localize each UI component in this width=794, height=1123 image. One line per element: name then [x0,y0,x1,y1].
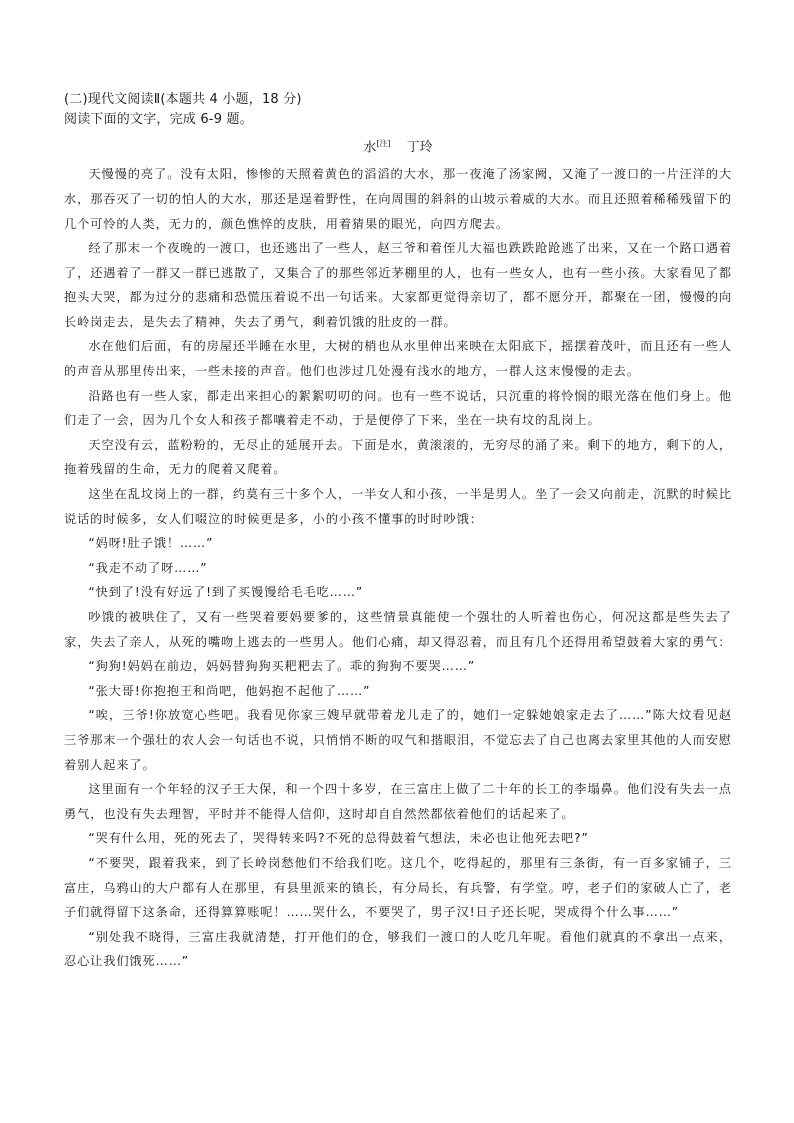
paragraph: 天慢慢的亮了。没有太阳，惨惨的天照着黄色的滔滔的大水，那一夜淹了汤家阙，又淹了一渡口的一片汪洋的大水，那吞灭了一切的怕人的大水，那还是逞着野性，在向周围的斜斜的山坡示着威的大水。而且还照着稀稀残留下的几个可怜的人类，无力的，颜色憔悴的皮肤，用着猜果的眼光，向四方爬去。 [64,167,732,231]
dialogue-line: “不要哭，跟着我来，到了长岭岗愁他们不给我们吃。这几个，吃得起的，那里有三条街，有一百多家铺子，三富庄，乌鸦山的大户都有人在那里，有县里派来的镇长，有分局长，有兵警，有学堂。哼，老子们的家破人亡了，老子们就得留下这条命，还得算算账呢！……哭什么，不要哭了，男子汉!日子还长呢，哭成得个什么事……” [64,855,732,920]
dialogue-line: “狗狗!妈妈在前边，妈妈替狗狗买粑粑去了。乖的狗狗不要哭……” [88,659,476,674]
article-title-row [64,132,732,160]
paragraph: 吵饿的被哄住了，又有一些哭着要妈要爹的，这些情景真能使一个强壮的人听着也伤心，何况这都是些失去了家，失去了亲人，从死的嘴吻上逃去的一些男人。他们心痛，却又得忍着，而且有几个还得用希望鼓着大家的勇气： [64,610,732,649]
paragraph: 这坐在乱坟岗上的一群，约莫有三十多个人，一半女人和小孩，一半是男人。坐了一会又向前走，沉默的时候比说话的时候多，女人们啜泣的时候更是多，小的小孩不懂事的时时吵饿： [64,487,732,526]
dialogue-line: “快到了!没有好远了!到了买馒馒给毛毛吃……” [88,585,364,600]
paragraph: “唉，三爷!你放宽心些吧。我看见你家三嫂早就带着龙儿走了的，她们一定躲她娘家走去了……”陈大炆看见赵三爷那末一个强壮的农人会一句话也不说，只悄悄不断的叹气和揩眼泪，不觉忘去了自己也离去家里其他的人而安慰着别人起来了。 [64,708,732,772]
document-page [64,90,732,974]
paragraph: 经了那末一个夜晚的一渡口，也还逃出了一些人，赵三爷和着侄儿大福也跌跌跄跄逃了出来，又在一个路口遇着了，还遇着了一群又一群已逃散了，又集合了的那些邻近茅棚里的人，也有一些女人，也有一些小孩。大家看见了都抱头大哭，都为过分的悲痛和恐慌压着说不出一句话来。大家都更觉得亲切了，都不愿分开，都聚在一团，慢慢的向长岭岗走去，是失去了精神，失去了勇气，剩着饥饿的肚皮的一群。 [64,241,732,329]
footnote-mark: [注] [376,139,391,148]
article-title: 水 [363,140,377,156]
paragraph: 这里面有一个年轻的汉子王大保，和一个四十多岁，在三富庄上做了二十年的长工的李塌鼻。他们没有失去一点勇气，也没有失去理智，平时并不能得人信仰，这时却自自然然都依着他们的话起来了。 [64,782,732,821]
dialogue-line: “哭有什么用，死的死去了，哭得转来吗?不死的总得鼓着气想法，未必也让他死去吧?” [88,831,589,846]
article-body [64,162,732,974]
section-heading: (二)现代文阅读Ⅱ(本题共 4 小题，18 分) [64,92,302,107]
article-author: 丁玲 [406,140,433,156]
paragraph: 沿路也有一些人家，都走出来担心的絮絮叨叨的问。也有一些不说话，只沉重的将怜悯的眼光落在他们身上。他们走了一会，因为几个女人和孩子都嚷着走不动，于是便停了下来，坐在一块有坟的乱岗上。 [64,388,732,428]
dialogue-line: “张大哥!你抱抱王和尚吧，他妈抱不起他了……” [88,683,371,698]
dialogue-line: “别处我不晓得，三富庄我就清楚，打开他们的仓，够我们一渡口的人吃几年呢。看他们就真的不拿出一点来，忍心让我们饿死……” [64,929,732,969]
dialogue-line: “妈呀!肚子饿！……” [88,536,214,551]
dialogue-line: “我走不动了呀……” [88,560,208,575]
paragraph: 水在他们后面，有的房屋还半睡在水里，大树的梢也从水里伸出来映在太阳底下，摇摆着茂叶，而且还有一些人的声音从那里传出来，一些未接的声音。他们也涉过几处漫有浅水的地方，一群人这末慢慢的走去。 [64,339,732,379]
reading-instruction: 阅读下面的文字，完成 6-9 题。 [64,112,253,127]
paragraph: 天空没有云，蓝粉粉的，无尽止的延展开去。下面是水，黄滚滚的，无穷尽的涌了来。剩下的地方，剩下的人，拖着残留的生命，无力的爬着又爬着。 [64,437,732,477]
